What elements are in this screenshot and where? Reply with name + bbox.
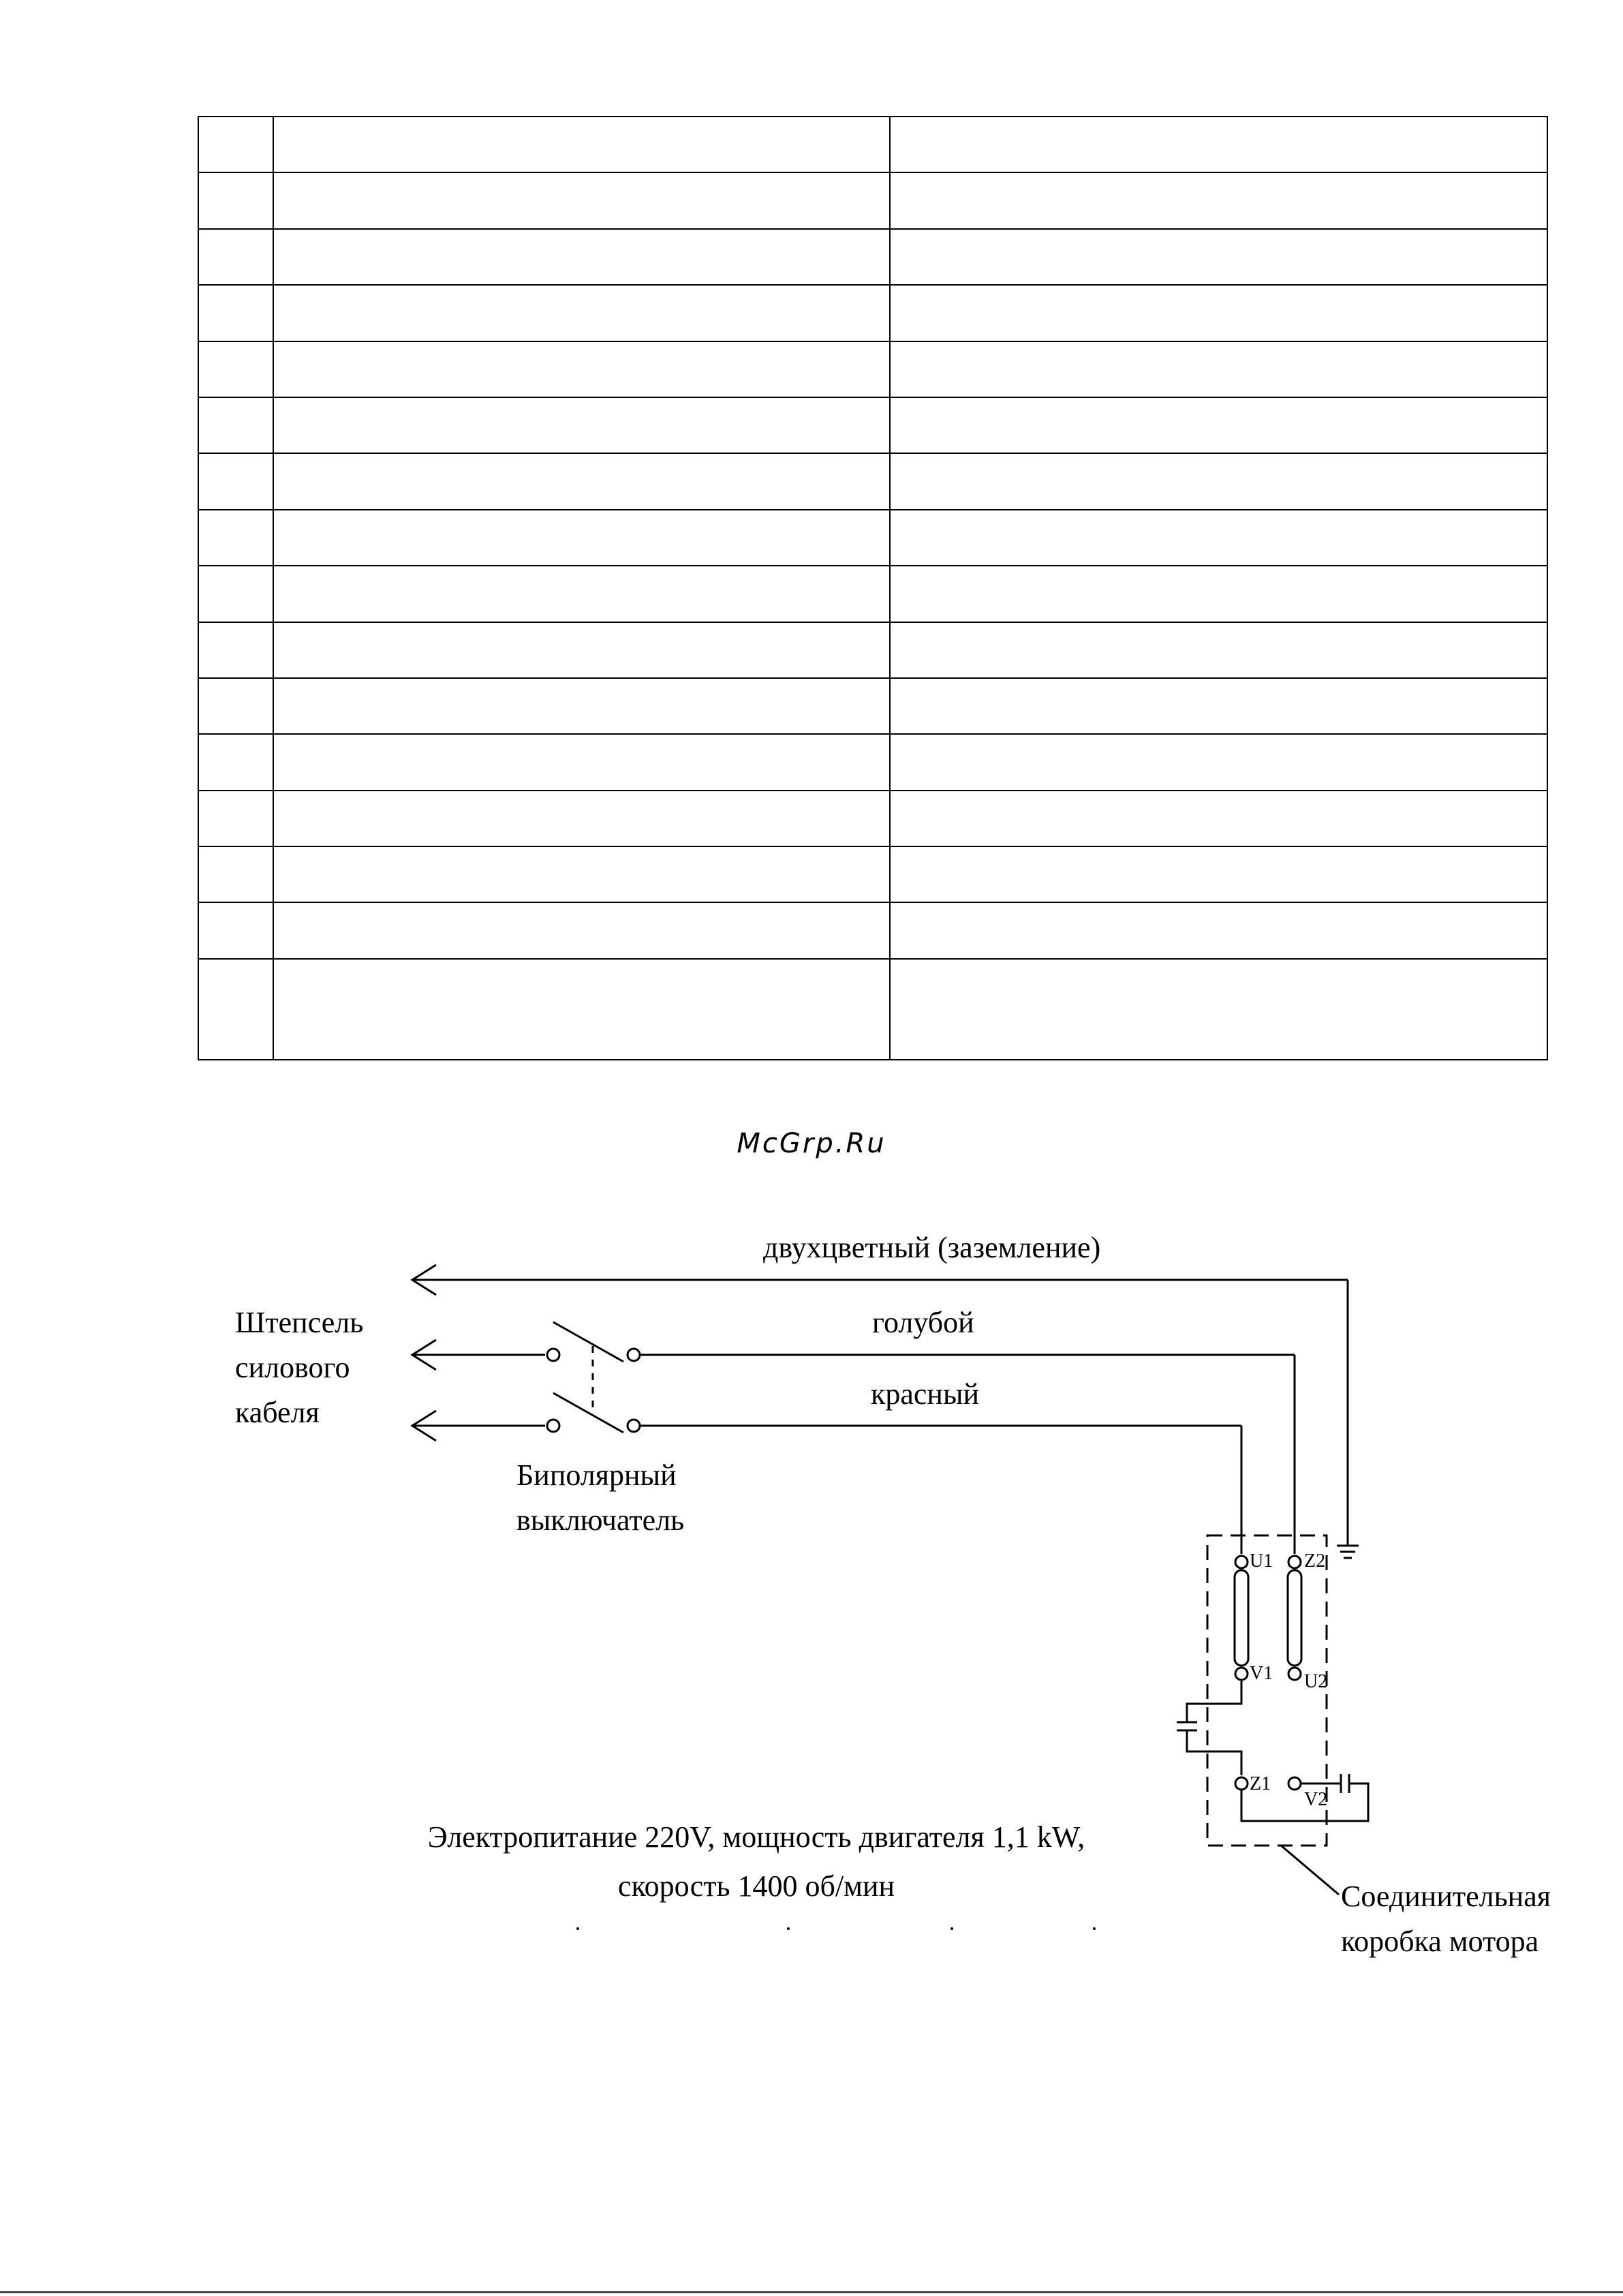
label-red-wire: красный xyxy=(871,1377,980,1411)
winding-u1-v1 xyxy=(1235,1570,1248,1666)
page-bottom-rule xyxy=(0,2291,1623,2293)
label-plug xyxy=(235,1300,363,1435)
caption-line-1: Электропитание 220V, мощность двигателя 1,1 kW, xyxy=(427,1820,1085,1854)
terminal-label-v1: V1 xyxy=(1250,1663,1273,1684)
scan-dots xyxy=(576,1927,1096,1930)
label-plug-line-3: кабеля xyxy=(235,1396,320,1429)
label-plug-line-1: Штепсель xyxy=(235,1306,364,1339)
cap-wire-v1 xyxy=(1187,1680,1241,1722)
label-plug-line-2: силового xyxy=(235,1351,350,1384)
switch-contact-red-right xyxy=(628,1420,640,1432)
label-box-line-2: коробка мотора xyxy=(1341,1925,1539,1958)
ground-symbol-icon xyxy=(1337,1546,1359,1558)
terminal-z2 xyxy=(1288,1556,1301,1568)
label-blue-wire: голубой xyxy=(872,1306,974,1339)
terminal-u2 xyxy=(1288,1668,1301,1680)
label-box-line-1: Соединительная xyxy=(1341,1880,1551,1913)
terminal-label-z1: Z1 xyxy=(1250,1773,1271,1794)
terminal-v2 xyxy=(1288,1777,1301,1790)
switch-blade-blue xyxy=(553,1322,623,1362)
winding-z2-u2 xyxy=(1288,1570,1301,1666)
terminal-z1 xyxy=(1235,1777,1248,1790)
cap-wire-z1 xyxy=(1187,1730,1241,1775)
terminal-v1 xyxy=(1235,1668,1248,1680)
switch-contact-blue-left xyxy=(547,1349,559,1361)
terminal-label-u2: U2 xyxy=(1304,1671,1328,1692)
switch-blade-red xyxy=(553,1393,623,1433)
switch-contact-blue-right xyxy=(628,1349,640,1361)
terminal-label-u1: U1 xyxy=(1250,1550,1273,1572)
label-junction-box xyxy=(1341,1874,1551,1964)
label-switch-line-2: выключатель xyxy=(516,1503,685,1537)
label-ground-wire: двухцветный (заземление) xyxy=(763,1231,1101,1264)
terminal-u1 xyxy=(1235,1556,1248,1568)
switch-contact-red-left xyxy=(547,1420,559,1432)
watermark: McGrp.Ru xyxy=(737,1128,886,1159)
label-switch-line-1: Биполярный xyxy=(516,1458,677,1492)
label-switch xyxy=(516,1453,684,1543)
caption-line-2: скорость 1400 об/мин xyxy=(617,1869,895,1903)
diagram-caption xyxy=(382,1813,1131,1911)
terminal-label-z2: Z2 xyxy=(1304,1550,1326,1572)
terminal-label-v2: V2 xyxy=(1304,1789,1328,1810)
box-label-leader xyxy=(1281,1846,1339,1895)
